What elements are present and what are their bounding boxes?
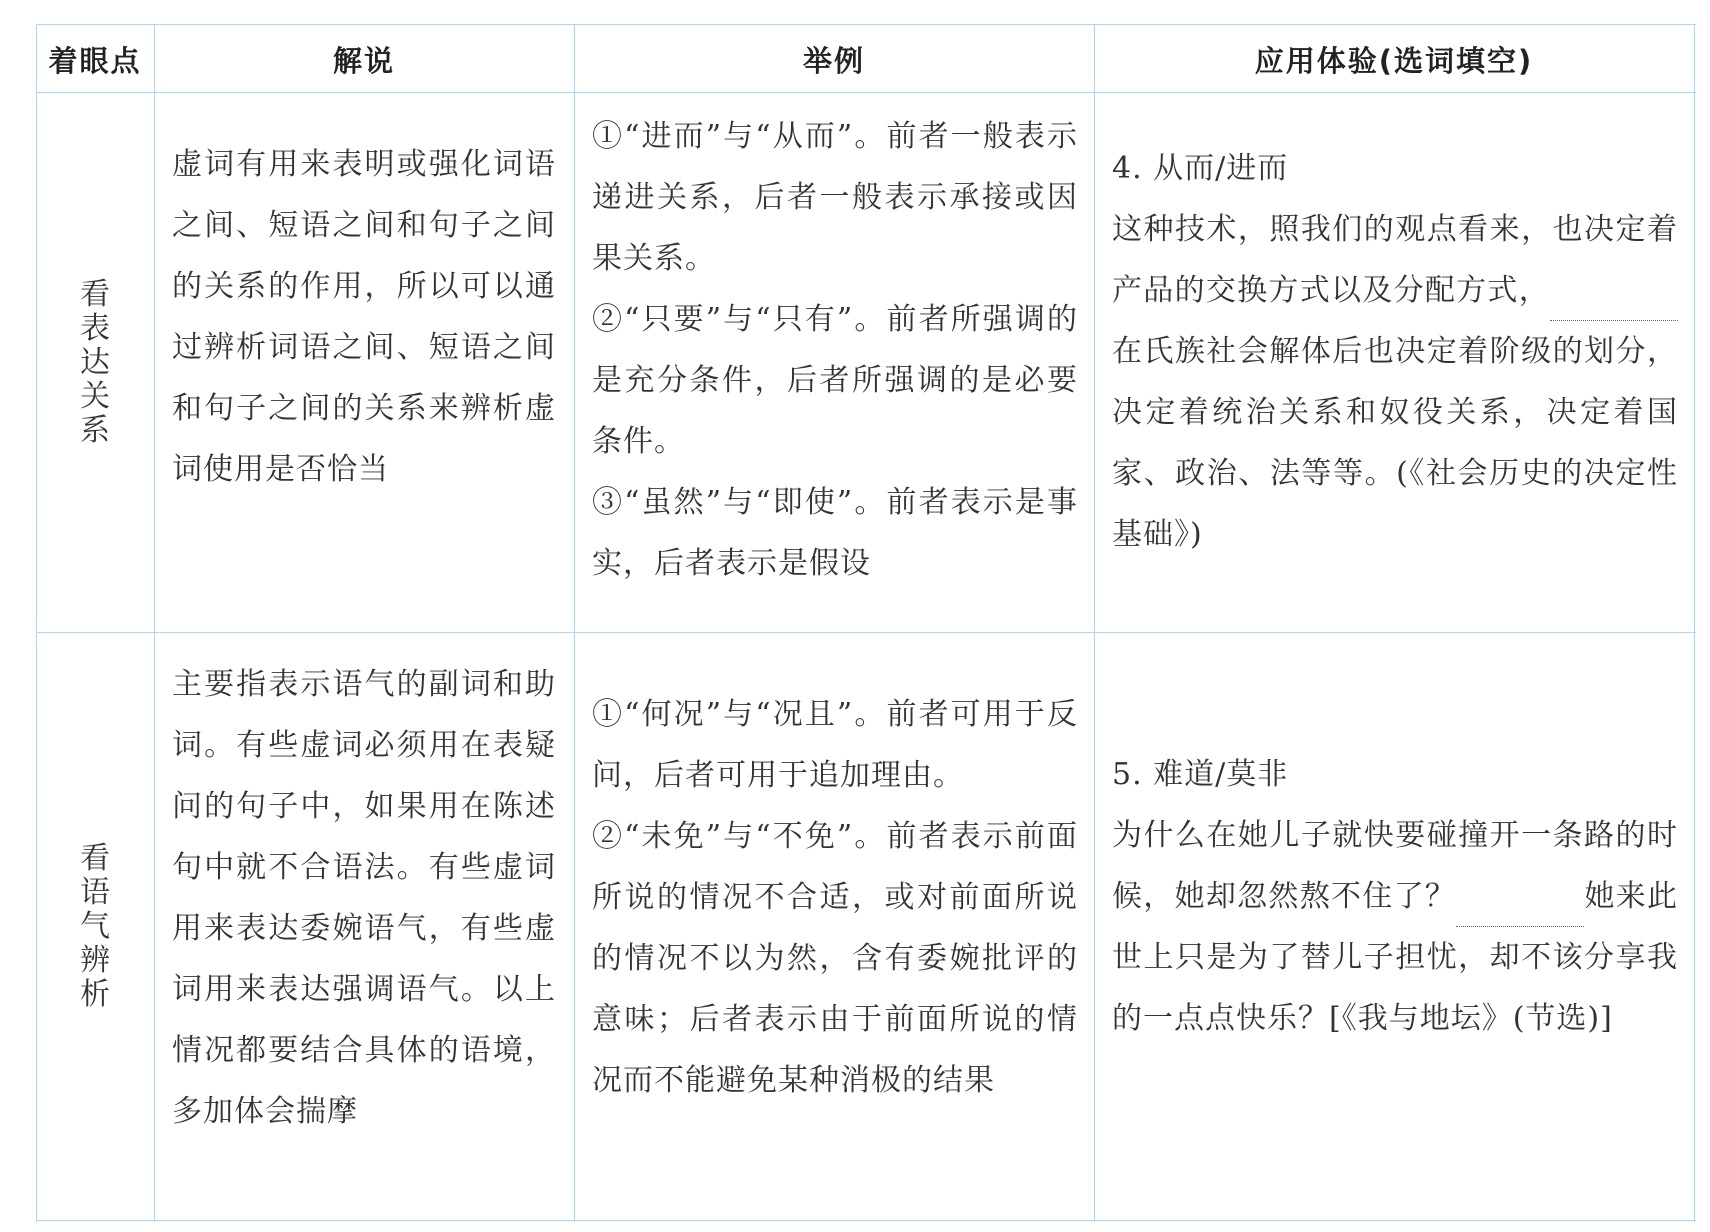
exercise-text <box>1112 199 1678 565</box>
row-focus-mood <box>36 634 154 1220</box>
row-focus-relation <box>36 94 154 632</box>
example-item: ③“虽然”与“即使”。前者表示是事实，后者表示是假设 <box>592 485 1078 581</box>
column-line <box>1694 24 1695 1222</box>
explanation-text: 主要指表示语气的副词和助词。有些虚词必须用在表疑问的句子中，如果用在陈述句中就不合语法。有些虚词用来表达委婉语气，有些虚词用来表达强调语气。以上情况都要结合具体的语境，多加体会揣摩 <box>172 667 556 1129</box>
exercise-cell-mood <box>1112 744 1678 1049</box>
exercise-cell-relation <box>1112 138 1678 565</box>
focus-char: 表 <box>80 311 110 346</box>
exercise-title: 4. 从而/进而 <box>1112 151 1289 186</box>
focus-char: 辨 <box>80 943 110 978</box>
header-focus: 着眼点 <box>48 43 142 78</box>
exercise-text-after: 她来此世上只是为了替儿子担忧，却不该分享我的一点点快乐？[《我与地坛》(节选)] <box>1112 879 1679 1036</box>
row-divider <box>36 632 1696 633</box>
examples-cell-mood <box>592 684 1078 1111</box>
exercise-text-after: 在氏族社会解体后也决定着阶级的划分，决定着统治关系和奴役关系，决定着国家、政治、法等等。(《社会历史的决定性基础》) <box>1112 334 1678 552</box>
example-item: ②“未免”与“不免”。前者表示前面所说的情况不合适，或对前面所说的情况不以为然，含有委婉批评的意味；后者表示由于前面所说的情况而不能避免某种消极的结果 <box>592 819 1078 1098</box>
example-item: ②“只要”与“只有”。前者所强调的是充分条件，后者所强调的是必要条件。 <box>592 302 1078 459</box>
fill-blank[interactable] <box>1456 886 1584 927</box>
header-exercise: 应用体验(选词填空) <box>1254 43 1534 78</box>
fill-blank[interactable] <box>1550 280 1678 321</box>
explanation-cell-relation <box>172 134 556 500</box>
example-item: ①“何况”与“况且”。前者可用于反问，后者可用于追加理由。 <box>592 697 1078 793</box>
focus-char: 看 <box>80 277 110 312</box>
example-item: ①“进而”与“从而”。前者一般表示递进关系，后者一般表示承接或因果关系。 <box>592 119 1078 276</box>
exercise-text-before: 这种技术，照我们的观点看来，也决定着产品的交换方式以及分配方式， <box>1112 212 1678 308</box>
vocabulary-table <box>36 24 1696 1222</box>
header-explanation: 解说 <box>332 43 395 78</box>
column-line <box>574 24 575 1222</box>
table-bottom-border <box>36 1220 1696 1221</box>
exercise-text <box>1112 805 1678 1049</box>
focus-char: 语 <box>80 875 110 910</box>
focus-char: 看 <box>80 841 110 876</box>
focus-char: 达 <box>80 345 110 380</box>
column-line <box>154 24 155 1222</box>
header-examples: 举例 <box>802 43 865 78</box>
explanation-text: 虚词有用来表明或强化词语之间、短语之间和句子之间的关系的作用，所以可以通过辨析词语之间、短语之间和句子之间的关系来辨析虚词使用是否恰当 <box>172 147 556 487</box>
explanation-cell-mood <box>172 654 556 1142</box>
column-line <box>1094 24 1095 1222</box>
focus-char: 系 <box>80 413 110 448</box>
focus-char: 关 <box>80 379 110 414</box>
exercise-title: 5. 难道/莫非 <box>1112 757 1289 792</box>
examples-cell-relation <box>592 106 1078 594</box>
focus-char: 气 <box>80 909 110 944</box>
exercise-text-before: 为什么在她儿子就快要碰撞开一条路的时候，她却忽然熬不住了？ <box>1112 818 1678 914</box>
focus-char: 析 <box>80 977 110 1012</box>
